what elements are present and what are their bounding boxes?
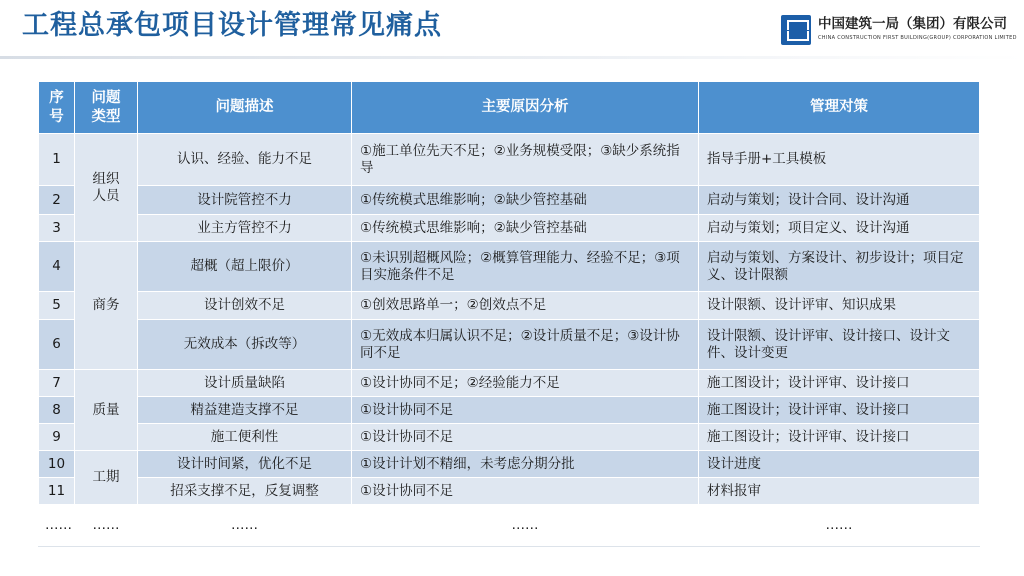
cscec-logo-icon: [781, 15, 811, 45]
cell-measure: 启动与策划、方案设计、初步设计；项目定义、设计限额: [699, 242, 980, 292]
table-header-row: [39, 82, 980, 134]
table-row: [39, 505, 980, 547]
cell-cause: ①传统模式思维影响；②缺少管控基础: [352, 215, 699, 242]
group-label: 工期: [92, 469, 120, 485]
cell-seq: 6: [39, 320, 75, 370]
cell-measure: 施工图设计；设计评审、设计接口: [699, 397, 980, 424]
cell-cause: ①设计协同不足: [352, 478, 699, 505]
cell-seq: 2: [39, 186, 75, 215]
cell-measure: 启动与策划；项目定义、设计沟通: [699, 215, 980, 242]
cell-desc: 业主方管控不力: [138, 215, 352, 242]
cell-measure: 设计限额、设计评审、设计接口、设计文件、设计变更: [699, 320, 980, 370]
table-row: [39, 397, 980, 424]
cell-cause: ①设计计划不精细，未考虑分期分批: [352, 451, 699, 478]
table-row: [39, 186, 980, 215]
cell-cause: ①创效思路单一；②创效点不足: [352, 292, 699, 320]
cell-type-group: [75, 451, 138, 505]
cell-desc: 设计院管控不力: [138, 186, 352, 215]
cell-cause: ①未识别超概风险；②概算管理能力、经验不足；③项目实施条件不足: [352, 242, 699, 292]
cell-measure: ……: [699, 505, 980, 547]
cell-seq: 3: [39, 215, 75, 242]
company-name-english: CHINA CONSTRUCTION FIRST BUILDING(GROUP) CORPORATION LIMITED: [818, 35, 1017, 41]
cell-seq: 5: [39, 292, 75, 320]
cell-desc: 认识、经验、能力不足: [138, 134, 352, 186]
cell-type-group: [75, 134, 138, 242]
table-row: [39, 451, 980, 478]
cell-measure: 施工图设计；设计评审、设计接口: [699, 370, 980, 397]
cell-measure: 设计进度: [699, 451, 980, 478]
cell-seq: 9: [39, 424, 75, 451]
table-row: [39, 370, 980, 397]
cell-desc: ……: [138, 505, 352, 547]
cell-cause: ①设计协同不足: [352, 424, 699, 451]
cell-measure: 设计限额、设计评审、知识成果: [699, 292, 980, 320]
table-row: [39, 242, 980, 292]
cell-cause: ①施工单位先天不足；②业务规模受限；③缺少系统指导: [352, 134, 699, 186]
table-row: [39, 134, 980, 186]
company-name: 中国建筑一局（集团）有限公司: [818, 16, 1007, 32]
table-row: [39, 478, 980, 505]
cell-type-group: [75, 242, 138, 370]
cell-seq: 7: [39, 370, 75, 397]
table-row: [39, 320, 980, 370]
cell-seq: 10: [39, 451, 75, 478]
cell-seq: 8: [39, 397, 75, 424]
cell-measure: 材料报审: [699, 478, 980, 505]
header-cause: 主要原因分析: [352, 82, 699, 134]
header-desc: 问题描述: [138, 82, 352, 134]
cell-desc: 设计创效不足: [138, 292, 352, 320]
cell-measure: 指导手册+工具模板: [699, 134, 980, 186]
pain-points-table: [38, 81, 980, 547]
group-label: 商务: [92, 297, 120, 313]
cell-cause: ①传统模式思维影响；②缺少管控基础: [352, 186, 699, 215]
header-measure: 管理对策: [699, 82, 980, 134]
header-seq: 序号: [39, 82, 75, 134]
cell-measure: 施工图设计；设计评审、设计接口: [699, 424, 980, 451]
company-logo: [781, 15, 1017, 45]
cell-desc: 施工便利性: [138, 424, 352, 451]
cell-type: ……: [75, 505, 138, 547]
cell-cause: ①设计协同不足；②经验能力不足: [352, 370, 699, 397]
table-row: [39, 292, 980, 320]
page-title: 工程总承包项目设计管理常见痛点: [22, 10, 442, 41]
cell-seq: 1: [39, 134, 75, 186]
group-label: 质量: [92, 401, 120, 418]
cell-desc: 设计时间紧，优化不足: [138, 451, 352, 478]
cell-desc: 超概（超上限价）: [138, 242, 352, 292]
header-type: 问题类型: [75, 82, 138, 134]
cell-seq: 4: [39, 242, 75, 292]
table-row: [39, 215, 980, 242]
header-divider: [0, 56, 1024, 59]
cell-seq: 11: [39, 478, 75, 505]
cell-type-group: [75, 370, 138, 451]
cell-measure: 启动与策划；设计合同、设计沟通: [699, 186, 980, 215]
cell-desc: 无效成本（拆改等）: [138, 320, 352, 370]
cell-cause: ①设计协同不足: [352, 397, 699, 424]
cell-seq: ……: [39, 505, 75, 547]
cell-cause: ……: [352, 505, 699, 547]
cell-desc: 设计质量缺陷: [138, 370, 352, 397]
cell-desc: 招采支撑不足，反复调整: [138, 478, 352, 505]
table-row: [39, 424, 980, 451]
cell-cause: ①无效成本归属认识不足；②设计质量不足；③设计协同不足: [352, 320, 699, 370]
cell-desc: 精益建造支撑不足: [138, 397, 352, 424]
group-label: 组织人员: [92, 170, 120, 204]
